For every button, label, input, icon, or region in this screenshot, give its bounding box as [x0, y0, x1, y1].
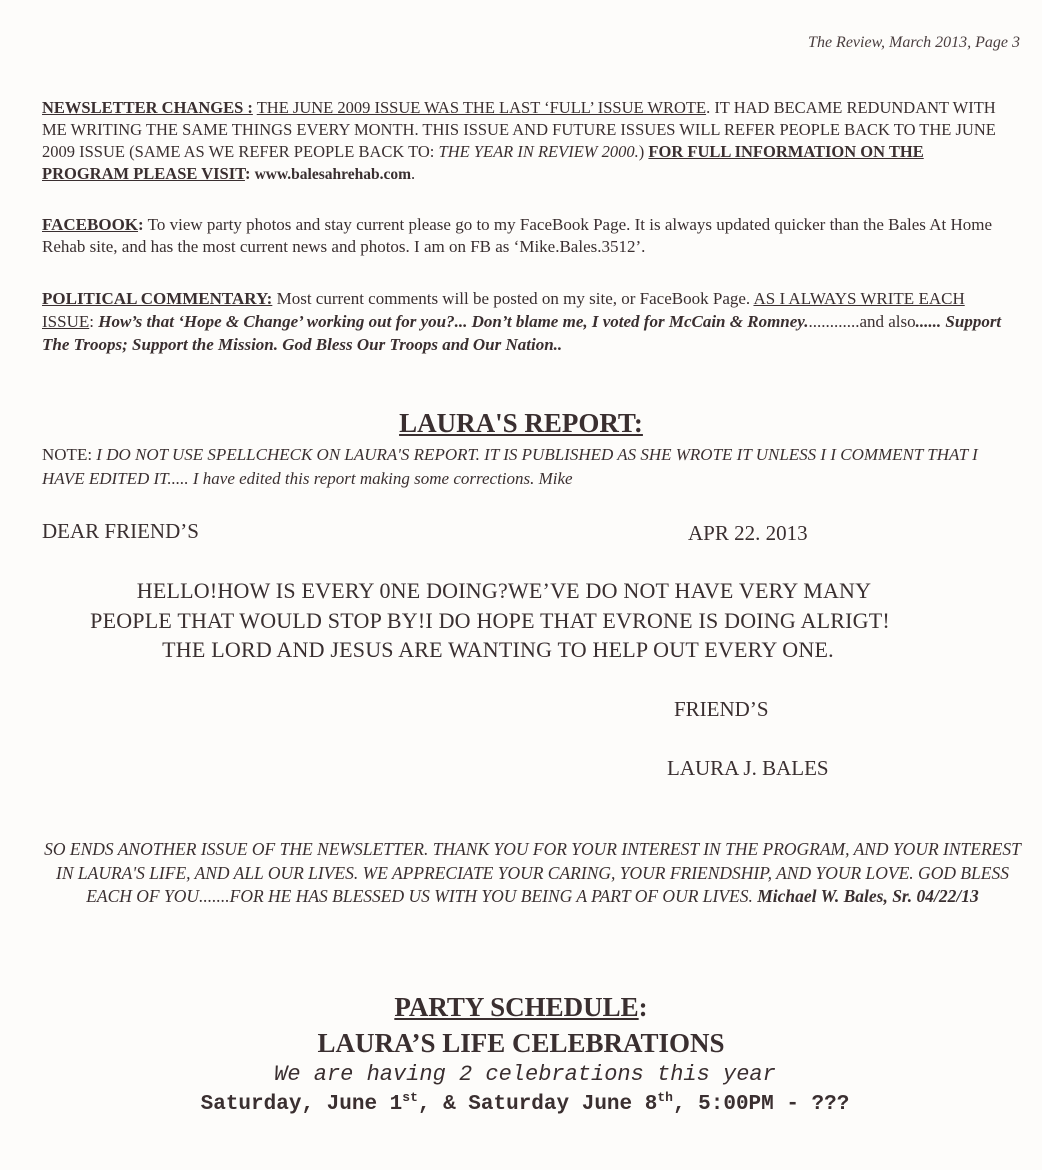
party-schedule-title — [0, 992, 1042, 1023]
lauras-report-title: LAURA'S REPORT: — [399, 408, 643, 438]
letter-body-line-1: HELLO!HOW IS EVERY 0NE DOING?WE’VE DO NOT HAVE VERY MANY — [136, 578, 872, 603]
note-text: I DO NOT USE SPELLCHECK ON LAURA'S REPORT. IT IS PUBLISHED AS SHE WROTE IT UNLESS I I COMMENT THAT I HAVE EDITED IT..... I have edited this report making some corrections. Mike — [42, 445, 978, 488]
facebook-label: FACEBOOK — [42, 215, 139, 234]
political-dots: ............and also — [808, 312, 916, 331]
letter-sign-off: FRIEND’S — [674, 697, 769, 721]
facebook-text: To view party photos and stay current please go to my FaceBook Page. It is always updated quicker than the Bales At Home Rehab site, and has the most current news and photos. I am on FB as ‘Mike.Bales.3512’. — [42, 215, 993, 256]
closing-paragraph — [40, 838, 1025, 909]
party-dates — [0, 1090, 1042, 1116]
political-underlined: AS I ALWAYS WRITE EACH ISSUE — [42, 289, 965, 331]
letter-date: APR 22. 2013 — [688, 521, 808, 545]
letter-signature: LAURA J. BALES — [667, 756, 829, 780]
closing-signature: Michael W. Bales, Sr. 04/22/13 — [757, 886, 979, 906]
party-title-text: PARTY SCHEDULE — [394, 992, 639, 1022]
party-date-1: Saturday, June 1 — [200, 1093, 403, 1116]
letter-body-line-3: THE LORD AND JESUS ARE WANTING TO HELP OUT EVERY ONE. — [162, 637, 834, 662]
note-label: NOTE: — [42, 445, 97, 464]
facebook-paragraph — [42, 214, 1007, 258]
party-subtitle: LAURA’S LIFE CELEBRATIONS — [317, 1028, 725, 1058]
party-date-1-suffix: st — [402, 1090, 418, 1105]
report-note — [42, 443, 1017, 491]
running-head: The Review, March 2013, Page 3 — [808, 34, 1020, 51]
party-title-colon: : — [638, 992, 648, 1022]
newsletter-changes-label: NEWSLETTER CHANGES : — [42, 98, 253, 117]
letter-salutation: DEAR FRIEND’S — [42, 519, 199, 543]
visit-colon: : — [244, 164, 251, 183]
letter-body-line-2: PEOPLE THAT WOULD STOP BY!I DO HOPE THAT EVRONE IS DOING ALRIGT! — [90, 608, 890, 633]
political-text: Most current comments will be posted on my site, or FaceBook Page. — [272, 289, 754, 308]
facebook-colon: : — [138, 215, 144, 234]
political-label: POLITICAL COMMENTARY: — [42, 289, 273, 308]
closing-text: SO ENDS ANOTHER ISSUE OF THE NEWSLETTER. THANK YOU FOR YOUR INTEREST IN THE PROGRAM, AND YOUR INTEREST IN LAURA'S LIFE, AND ALL OUR LIVES. WE APPRECIATE YOUR CARING, YOUR FRIENDSHIP, AND YOUR LOVE. GOD BLESS EACH OF YOU.......FOR HE HAS BLESSED US WITH YOU BEING A PART OF OUR LIVES. — [44, 839, 1021, 906]
political-quote-2: ...... Support The Troops; Support the Mission. God Bless Our Troops and Our Nation.. — [42, 312, 1002, 354]
newsletter-changes-paragraph — [42, 97, 1007, 186]
newsletter-changes-text: . IT HAD BECAME REDUNDANT WITH ME WRITING THE SAME THINGS EVERY MONTH. THIS ISSUE AND FUTURE ISSUES WILL REFER PEOPLE BACK TO THE JUNE 2009 ISSUE (SAME AS WE REFER PEOPLE BACK TO: — [42, 98, 996, 161]
party-intro: We are having 2 celebrations this year — [274, 1062, 776, 1087]
newsletter-changes-underlined: THE JUNE 2009 ISSUE WAS THE LAST ‘FULL’ ISSUE WROTE — [256, 98, 707, 117]
visit-end: . — [411, 164, 416, 183]
year-in-review-title: THE YEAR IN REVIEW 2000. — [438, 142, 639, 161]
party-time: , 5:00PM - ??? — [672, 1093, 850, 1116]
website-link[interactable]: www.balesahrehab.com — [254, 166, 412, 183]
party-date-separator: , & — [417, 1093, 469, 1116]
visit-label: FOR FULL INFORMATION ON THE PROGRAM PLEASE VISIT — [42, 142, 924, 183]
party-date-2: Saturday June 8 — [468, 1093, 658, 1116]
political-quote-1: How’s that ‘Hope & Change’ working out for you?... Don’t blame me, I voted for McCain & Romney. — [98, 312, 809, 331]
close-paren: ) — [638, 142, 649, 161]
party-date-2-suffix: th — [657, 1090, 673, 1105]
political-colon: : — [89, 312, 99, 331]
political-paragraph — [42, 287, 1012, 356]
